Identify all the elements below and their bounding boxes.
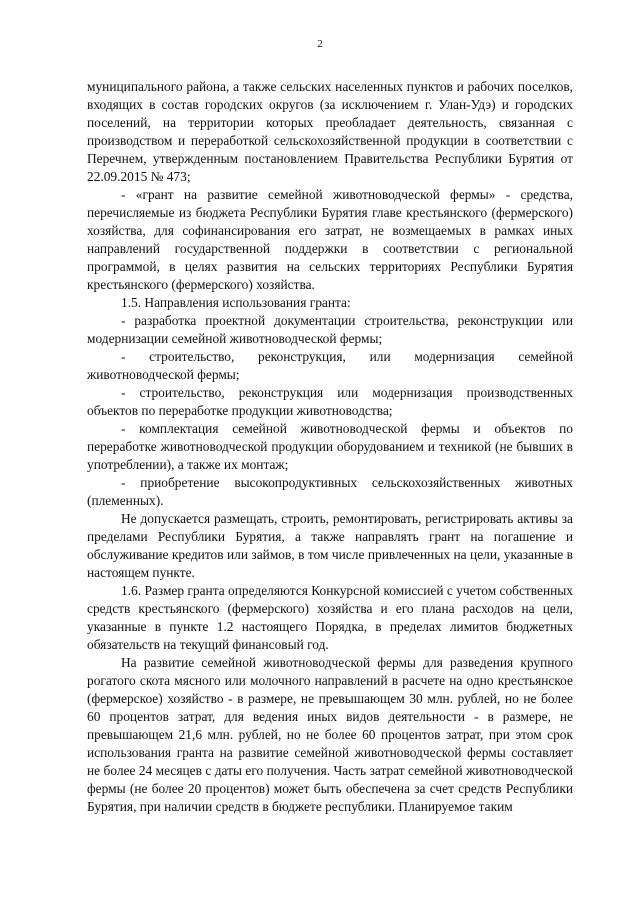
paragraph-5: - строительство, реконструкция, или модернизация семейной животноводческой фермы; (87, 349, 573, 382)
paragraph-7: - комплектация семейной животноводческой фермы и объектов по переработке животноводческой продукции оборудованием и техникой (не бывших в употреблении), а также их монтаж; (87, 421, 573, 472)
paragraph-9: Не допускается размещать, строить, ремонтировать, регистрировать активы за пределами Республики Бурятия, а также направлять грант на погашение и обслуживание кредитов или займов, в том числе привлеченных на цели, указанные в настоящем пункте. (87, 511, 573, 580)
body-text (87, 78, 573, 816)
paragraph-6: - строительство, реконструкция или модернизация производственных объектов по переработке продукции животноводства; (87, 385, 573, 418)
paragraph-3: 1.5. Направления использования гранта: (121, 295, 351, 310)
page-number: 2 (317, 38, 323, 50)
paragraph-10: 1.6. Размер гранта определяются Конкурсной комиссией с учетом собственных средств крестьянского (фермерского) хозяйства и его плана расходов на цели, указанные в пункте 1.2 настоящего Порядка, в пределах лимитов бюджетных обязательств на текущий финансовый год. (87, 583, 573, 652)
paragraph-4: - разработка проектной документации строительства, реконструкции или модернизации семейной животноводческой фермы; (87, 313, 573, 346)
paragraph-1: муниципального района, а также сельских населенных пунктов и рабочих поселков, входящих в состав городских округов (за исключением г. Улан-Удэ) и городских поселений, на территории которых преобладает деятельность, связанная с производством и переработкой сельскохозяйственной продукции в соответствии с Перечнем, утвержденным постановлением Правительства Республики Бурятия от 22.09.2015 № 473; (87, 79, 573, 184)
paragraph-11: На развитие семейной животноводческой фермы для разведения крупного рогатого скота мясного или молочного направлений в расчете на одно крестьянское (фермерское) хозяйство - в размере, не превышающем 30 млн. рублей, но не более 60 процентов затрат, для ведения иных видов деятельности - в размере, не превышающем 21,6 млн. рублей, но не более 60 процентов затрат, при этом срок использования гранта на развитие семейной животноводческой фермы составляет не более 24 месяцев с даты его получения. Часть затрат семейной животноводческой фермы (не более 20 процентов) может быть обеспечена за счет средств Республики Бурятия, при наличии средств в бюджете республики. Планируемое таким (87, 655, 573, 814)
paragraph-8: - приобретение высокопродуктивных сельскохозяйственных животных (племенных). (87, 475, 573, 508)
paragraph-2: - «грант на развитие семейной животноводческой фермы» - средства, перечисляемые из бюджета Республики Бурятия главе крестьянского (фермерского) хозяйства, для софинансирования его затрат, не возмещаемых в рамках иных направлений государственной поддержки в соответствии с региональной программой, в целях развития на сельских территориях Республики Бурятия крестьянского (фермерского) хозяйства. (87, 187, 573, 292)
